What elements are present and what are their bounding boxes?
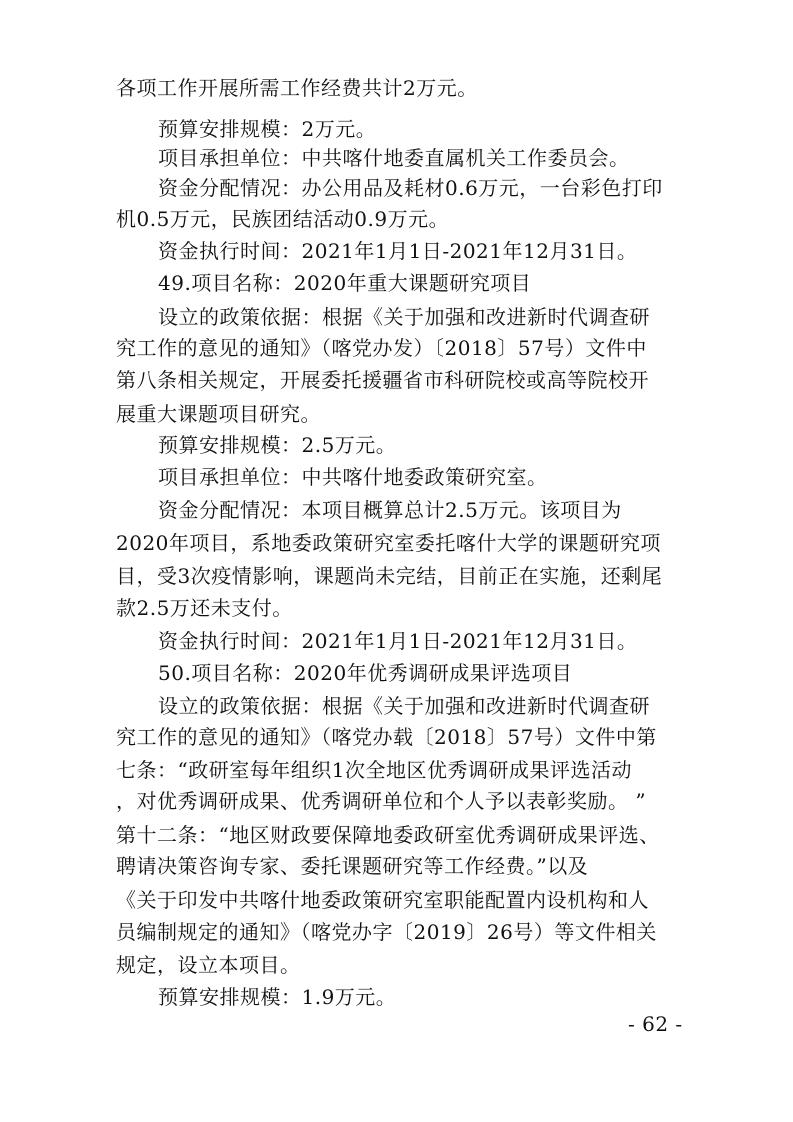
section-heading: 50.项目名称：2020年优秀调研成果评选项目 — [158, 661, 573, 685]
text-line: 员编制规定的通知》（喀党办字〔2019〕26号）等文件相关 — [116, 920, 657, 944]
text-line: 预算安排规模：2万元。 — [158, 117, 377, 141]
text-line: 项目承担单位：中共喀什地委直属机关工作委员会。 — [158, 146, 630, 170]
text-line: 资金分配情况：办公用品及耗材0.6万元，一台彩色打印 — [158, 176, 663, 200]
text-line: 规定，设立本项目。 — [116, 953, 301, 977]
text-line: 展重大课题项目研究。 — [116, 402, 321, 426]
text-line: 第八条相关规定，开展委托援疆省市科研院校或高等院校开 — [116, 368, 649, 392]
text-line: 预算安排规模：1.9万元。 — [158, 985, 397, 1009]
page-number: - 62 - — [628, 1012, 683, 1036]
section-heading: 49.项目名称：2020年重大课题研究项目 — [158, 271, 532, 295]
text-line: 究工作的意见的通知》（喀党办发）〔2018〕57号）文件中 — [116, 336, 647, 360]
text-line: 2020年项目，系地委政策研究室委托喀什大学的课题研究项 — [116, 531, 661, 555]
text-line: 资金执行时间：2021年1月1日-2021年12月31日。 — [158, 239, 638, 263]
text-line: 第十二条：“地区财政要保障地委政研室优秀调研成果评选、 — [116, 823, 660, 847]
text-line: 聘请决策咨询专家、委托课题研究等工作经费。”以及 — [116, 854, 589, 878]
text-line: 机0.5万元，民族团结活动0.9万元。 — [116, 207, 450, 231]
text-line: 资金执行时间：2021年1月1日-2021年12月31日。 — [158, 629, 638, 653]
text-line: ，对优秀调研成果、优秀调研单位和个人予以表彰奖励。 ” — [116, 789, 647, 813]
text-line: 设立的政策依据：根据《关于加强和改进新时代调查研 — [158, 305, 650, 329]
text-line: 目，受3次疫情影响，课题尚未完结，目前正在实施，还剩尾 — [116, 564, 663, 588]
text-line: 七条：“政研室每年组织1次全地区优秀调研成果评选活动 — [116, 758, 632, 782]
text-line: 究工作的意见的通知》（喀党办载〔2018〕57号）文件中第 — [116, 725, 657, 749]
text-line: 款2.5万还未支付。 — [116, 596, 293, 620]
text-line: 《关于印发中共喀什地委政策研究室职能配置内设机构和人 — [116, 888, 649, 912]
text-line: 资金分配情况：本项目概算总计2.5万元。该项目为 — [158, 498, 622, 522]
text-line: 各项工作开展所需工作经费共计2万元。 — [116, 76, 478, 100]
text-line: 项目承担单位：中共喀什地委政策研究室。 — [158, 465, 548, 489]
text-line: 设立的政策依据：根据《关于加强和改进新时代调查研 — [158, 694, 650, 718]
text-line: 预算安排规模：2.5万元。 — [158, 433, 397, 457]
